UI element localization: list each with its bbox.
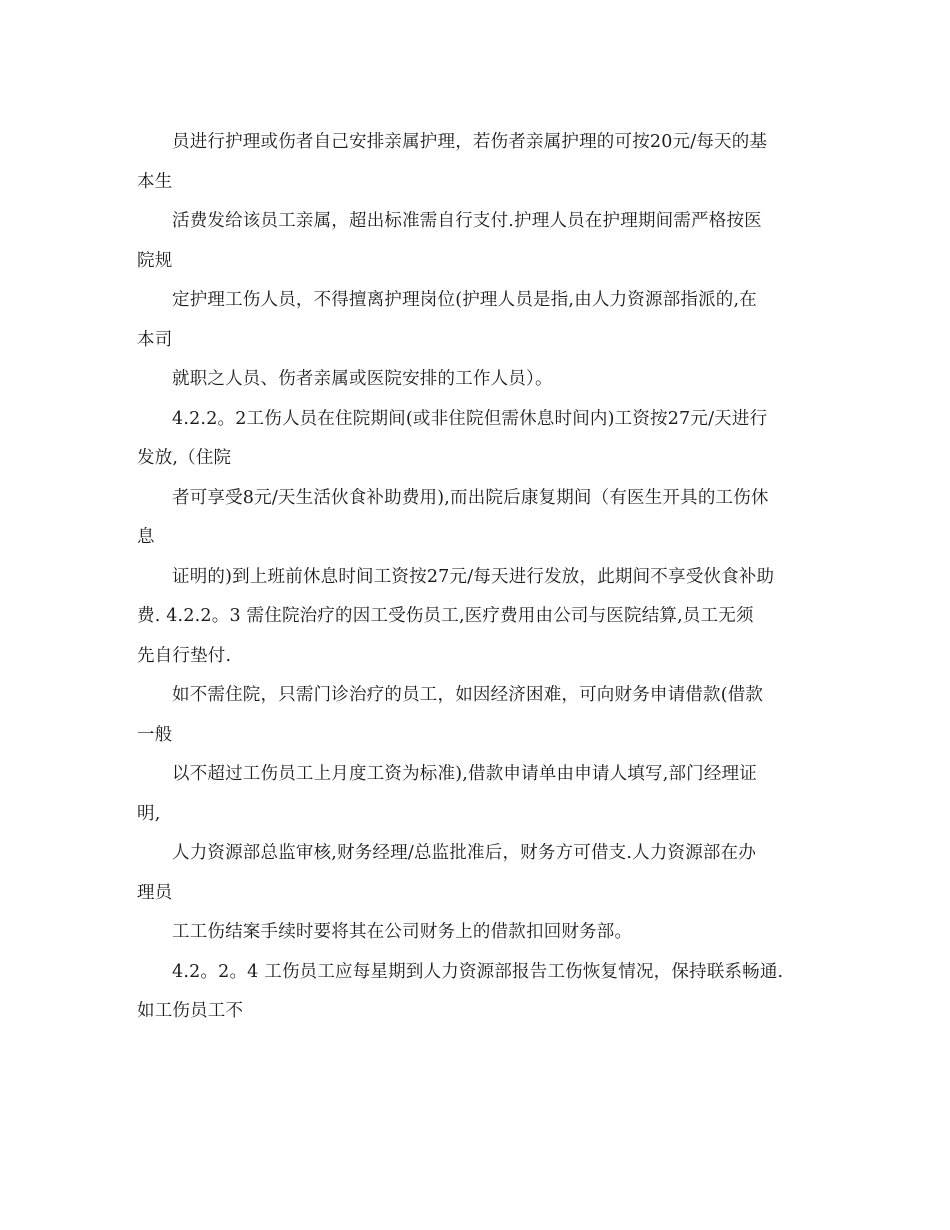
text-line: 如工伤员工不 [137, 1001, 244, 1021]
text-line: 一般 [137, 724, 173, 745]
text-line: 明, [137, 803, 161, 824]
text-line: 者可享受8元/天生活伙食补助费用),而出院后康复期间（有医生开具的工伤休 [172, 487, 769, 508]
text-line: 本司 [137, 329, 173, 350]
text-line: 人力资源部总监审核,财务经理/总监批准后，财务方可借支.人力资源部在办 [172, 843, 757, 863]
text-line: 就职之人员、伤者亲属或医院安排的工作人员）。 [172, 369, 553, 389]
text-line: 理员 [137, 882, 173, 903]
text-line: 息 [137, 527, 155, 547]
text-line: 以不超过工伤员工上月度工资为标准),借款申请单由申请人填写,部门经理证 [172, 764, 757, 784]
text-line: 如不需住院，只需门诊治疗的员工，如因经济困难，可向财务申请借款(借款 [172, 685, 764, 705]
text-line: 定护理工伤人员，不得擅离护理岗位(护理人员是指,由人力资源部指派的,在 [172, 290, 757, 310]
text-line: 活费发给该员工亲属，超出标准需自行支付.护理人员在护理期间需严格按医 [172, 211, 762, 231]
text-line: 发放,（住院 [137, 448, 232, 468]
document-body [137, 128, 817, 1037]
text-line: 费. 4.2.2。3 需住院治疗的因工受伤员工,医疗费用由公司与医院结算,员工无须 [137, 606, 754, 626]
text-line: 证明的)到上班前休息时间工资按27元/每天进行发放，此期间不享受伙食补助 [172, 566, 775, 587]
text-line: 先自行垫付. [137, 645, 232, 666]
text-line: 本生 [137, 171, 173, 192]
text-line: 工工伤结案手续时要将其在公司财务上的借款扣回财务部。 [172, 922, 633, 942]
text-line: 院规 [137, 250, 173, 271]
text-line: 员进行护理或伤者自己安排亲属护理，若伤者亲属护理的可按20元/每天的基 [172, 132, 768, 152]
text-line: 4.2.2。2工伤人员在住院期间(或非住院但需休息时间内)工资按27元/天进行 [172, 408, 768, 429]
text-line: 4.2。2。4 工伤员工应每星期到人力资源部报告工伤恢复情况，保持联系畅通. [172, 961, 784, 982]
